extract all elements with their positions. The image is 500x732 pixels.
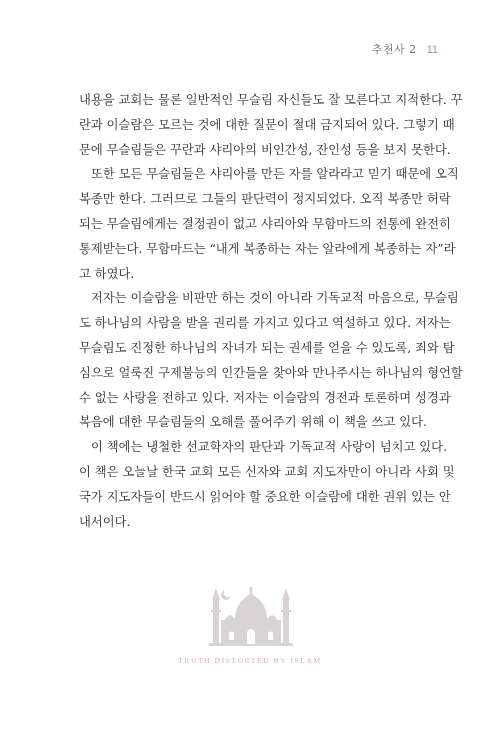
text-line: 이 책에는 냉철한 선교학자의 판단과 기독교적 사랑이 넘치고 있다. (91, 440, 447, 455)
text-line: 문에 무슬림들은 꾸란과 샤리아의 비인간성, 잔인성 등을 보지 못한다. (79, 142, 451, 157)
text-line: 심으로 얼룩진 구제불능의 인간들을 찾아와 만나주시는 하나님의 형언할 (79, 365, 463, 380)
section-title: 추천사 2 (371, 43, 417, 56)
text-line: 무슬림도 진정한 하나님의 자녀가 되는 권세를 얻을 수 있도록, 죄와 탐 (79, 340, 455, 355)
text-line: 란과 이슬람은 모르는 것에 대한 질문이 절대 금지되어 있다. 그렇기 때 (79, 117, 455, 132)
text-line: 내용을 교회는 물론 일반적인 무슬림 자신들도 잘 모른다고 지적한다. 꾸 (79, 93, 463, 107)
text-line: 되는 무슬림에게는 결정권이 없고 샤리아와 무함마드의 전통에 완전히 (79, 216, 451, 231)
text-line: 이 책은 오늘날 한국 교회 모든 신자와 교회 지도자만이 아니라 사회 및 (79, 464, 455, 479)
text-line: 내서이다. (79, 514, 131, 529)
page-number: 11 (426, 44, 438, 56)
text-line: 도 하나님의 사람을 받을 권리를 가지고 있다고 역설하고 있다. 저자는 (79, 316, 451, 331)
text-line: 또한 모든 무슬림들은 샤리아를 만든 자를 알라라고 믿기 때문에 오직 (91, 167, 459, 182)
text-line: 통제받는다. 무함마드는 “내게 복종하는 자는 알라에게 복종하는 자”라 (79, 241, 456, 256)
text-line: 수 없는 사랑을 전하고 있다. 저자는 이슬람의 경전과 토론하며 성경과 (79, 390, 451, 405)
body-text (79, 88, 463, 534)
text-line: 국가 지도자들이 반드시 읽어야 할 중요한 이슬람에 대한 권위 있는 안 (79, 489, 451, 504)
running-header (372, 41, 438, 57)
text-line: 복음에 대한 무슬림들의 오해를 풀어주기 위해 이 책을 쓰고 있다. (79, 415, 427, 430)
footer-caption: TRUTH DISTORTED BY ISLAM (178, 656, 322, 665)
text-line: 저자는 이슬람을 비판만 하는 것이 아니라 기독교적 마음으로, 무슬림 (91, 291, 459, 306)
text-line: 복종만 한다. 그러므로 그들의 판단력이 정지되었다. 오직 복종만 허락 (79, 192, 451, 207)
text-line: 고 하였다. (79, 266, 135, 281)
mosque-silhouette-icon (205, 584, 297, 646)
